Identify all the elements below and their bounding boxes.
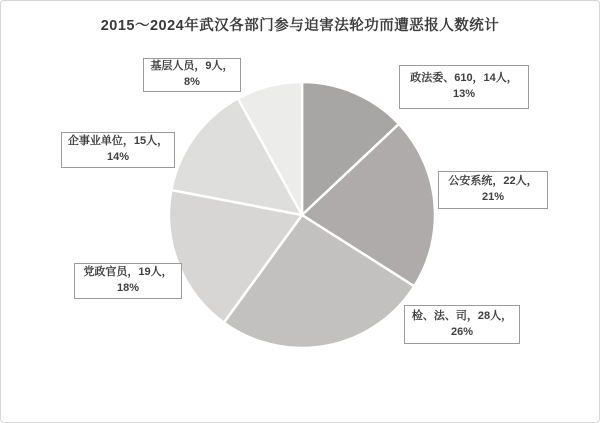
data-label-line2: 21% — [481, 191, 505, 203]
data-label-gongan — [438, 171, 548, 209]
data-label-qishiye — [61, 132, 175, 168]
data-label-line1: 公安系统，22人， — [448, 175, 538, 188]
chart-title: 2015～2024年武汉各部门参与迫害法轮功而遭恶报人数统计 — [100, 18, 500, 34]
data-label-line2: 14% — [106, 151, 130, 163]
data-label-jiceng — [143, 58, 241, 92]
data-label-line1: 政法委、610，14人， — [410, 72, 518, 85]
data-label-line1: 检、法、司，28人， — [411, 309, 513, 322]
data-label-jianfasi — [404, 305, 520, 344]
data-label-dangzheng — [74, 263, 182, 299]
data-label-zhengfawei — [399, 65, 529, 109]
data-label-line2: 13% — [452, 88, 476, 100]
data-label-line1: 基层人员，9人， — [150, 60, 234, 73]
data-label-line2: 26% — [450, 325, 474, 338]
data-label-line2: 8% — [184, 76, 200, 88]
data-label-line2: 18% — [116, 282, 140, 294]
data-label-line1: 党政官员，19人， — [83, 266, 173, 279]
data-label-line1: 企事业单位，15人， — [67, 135, 169, 148]
